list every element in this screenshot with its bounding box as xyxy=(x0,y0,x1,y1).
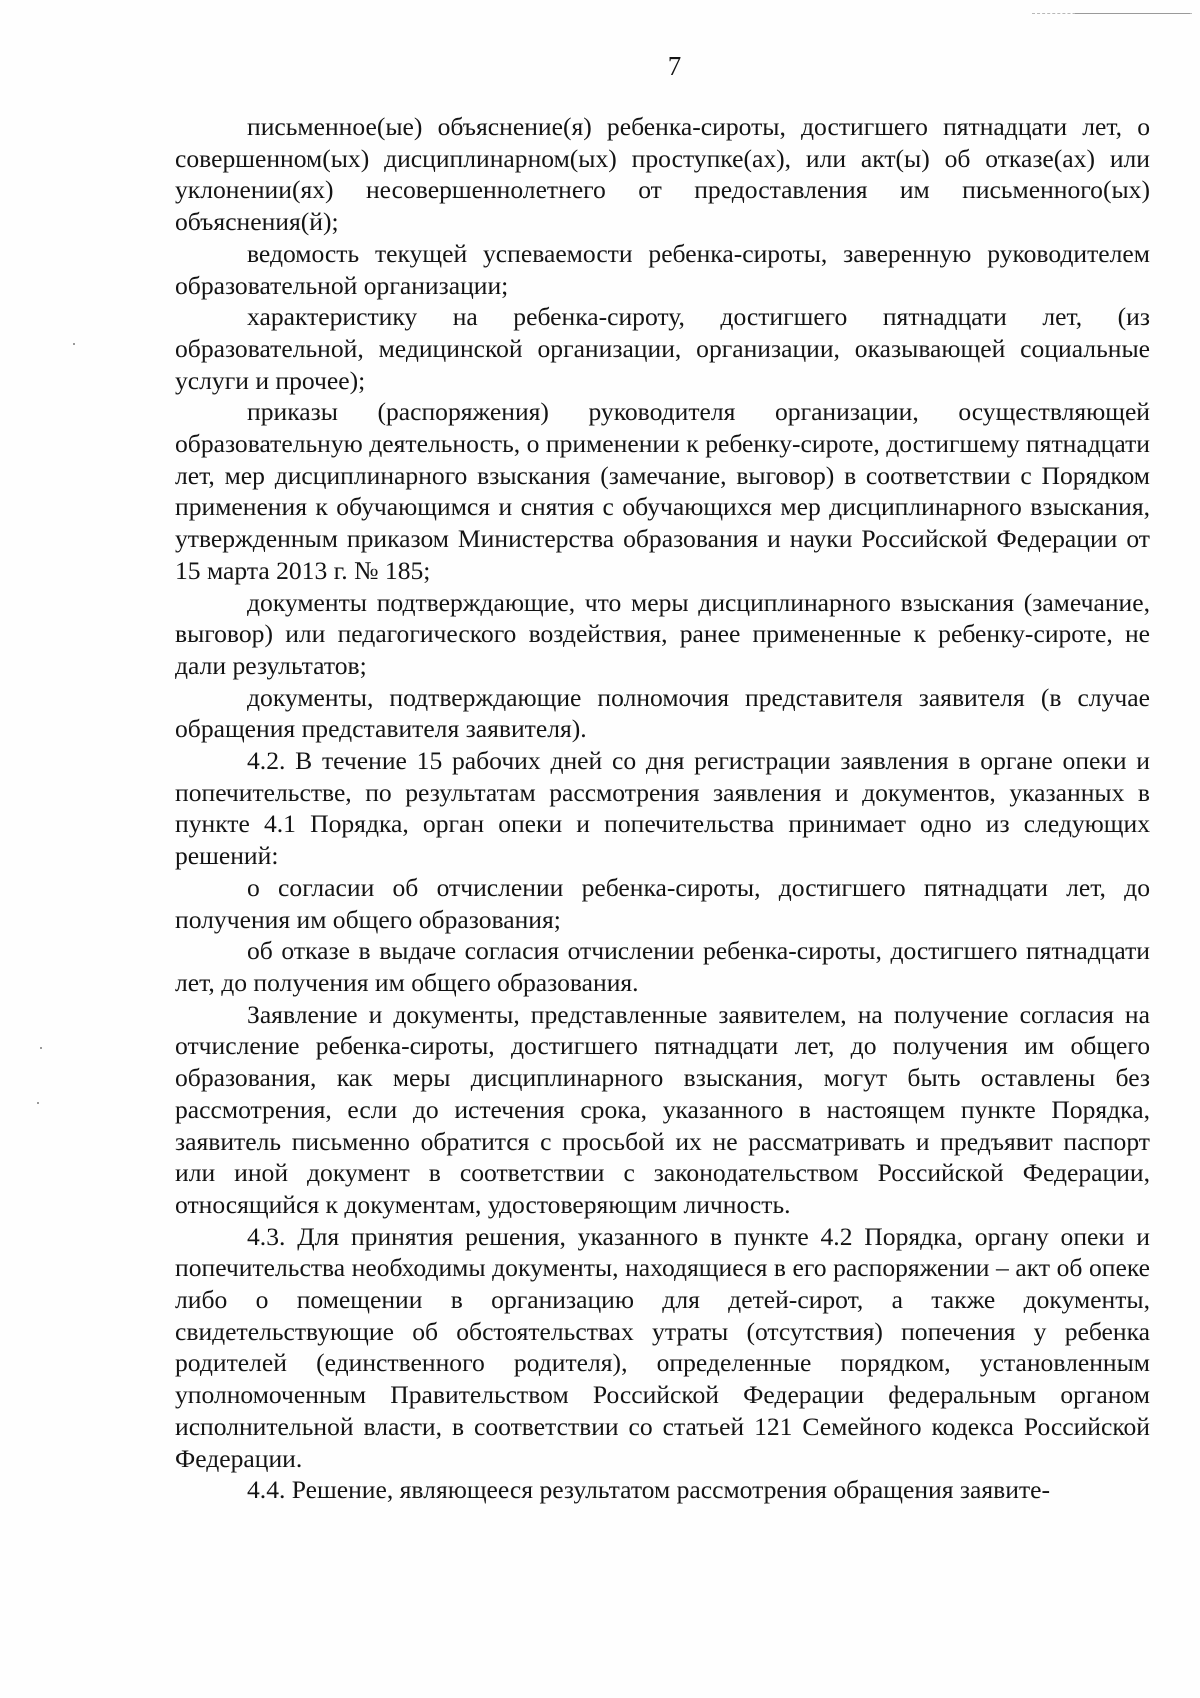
paragraph-decision-refusal: об отказе в выдаче согласия отчислении ребенка-сироты, достигшего пятнадцати лет, до получения им общего образования. xyxy=(175,936,1150,997)
paragraph-representative-authority: документы, подтверждающие полномочия представителя заявителя (в случае обращения представителя заявителя). xyxy=(175,682,1150,744)
paragraph-decision-consent: о согласии об отчислении ребенка-сироты, достигшего пятнадцати лет, до получения им общего образования; xyxy=(175,872,1150,934)
paragraph-application-without-review: Заявление и документы, представленные заявителем, на получение согласия на отчисление ребенка-сироты, достигшего пятнадцати лет, до получения им общего образования, как меры дисциплинарного взыскания, могут быть оставлены без рассмотрения, если до истечения срока, указанного в настоящем пункте Порядка, заявитель письменно обратится с просьбой их не рассматривать и предъявит паспорт или иной документ в соответствии с законодательством Российской Федерации, относящийся к документам, удостоверяющим личность. xyxy=(175,999,1150,1219)
page-number: 7 xyxy=(667,51,682,81)
paragraph-characteristic: характеристику на ребенка-сироту, достигшего пятнадцати лет, (из образовательной, медицинской организации, организации, оказывающей социальные услуги и прочее); xyxy=(175,302,1150,395)
paragraph-4-3: 4.3. Для принятия решения, указанного в пункте 4.2 Порядка, органу опеки и попечительства необходимы документы, находящиеся в его распоряжении – акт об опеке либо о помещении в организацию для детей-сирот, а также документы, свидетельствующие об обстоятельствах утраты (отсутствия) попечения у ребенка родителей (единственного родителя), определенные порядком, установленным уполномоченным Правительством Российской Федерации федеральным органом исполнительной власти, в соответствии со статьей 121 Семейного кодекса Российской Федерации. xyxy=(175,1221,1150,1473)
scan-edge-line xyxy=(1075,13,1190,14)
paragraph-written-explanation: письменное(ые) объяснение(я) ребенка-сироты, достигшего пятнадцати лет, о совершенном(ых) дисциплинарном(ых) проступке(ах), или акт(ы) об отказе(ах) или уклонении(ях) несовершеннолетнего от предоставления им письменного(ых) объяснения(й); xyxy=(175,112,1150,237)
scan-speck xyxy=(37,1102,39,1104)
paragraph-orders: приказы (распоряжения) руководителя организации, осуществляющей образовательную деятельность, о применении к ребенку-сироте, достигшему пятнадцати лет, мер дисциплинарного взыскания (замечание, выговор) в соответствии с Порядком применения к обучающимся и снятия с обучающихся мер дисциплинарного взыскания, утвержденным приказом Министерства образования и науки Российской Федерации от 15 марта 2013 г. № 185; xyxy=(175,397,1150,585)
document-body xyxy=(175,111,1150,1506)
scan-speck xyxy=(73,343,75,345)
paragraph-4-2: 4.2. В течение 15 рабочих дней со дня регистрации заявления в органе опеки и попечительстве, по результатам рассмотрения заявления и документов, указанных в пункте 4.1 Порядка, орган опеки и попечительства принимает одно из следующих решений: xyxy=(175,746,1150,871)
paragraph-measures-documents: документы подтверждающие, что меры дисциплинарного взыскания (замечание, выговор) или педагогического воздействия, ранее примененные к ребенку-сироте, не дали результатов; xyxy=(175,587,1150,680)
paragraph-progress-statement: ведомость текущей успеваемости ребенка-сироты, заверенную руководителем образовательной организации; xyxy=(175,238,1150,300)
scan-speck xyxy=(40,1047,42,1049)
paragraph-4-4: 4.4. Решение, являющееся результатом рассмотрения обращения заявите- xyxy=(247,1475,1051,1505)
